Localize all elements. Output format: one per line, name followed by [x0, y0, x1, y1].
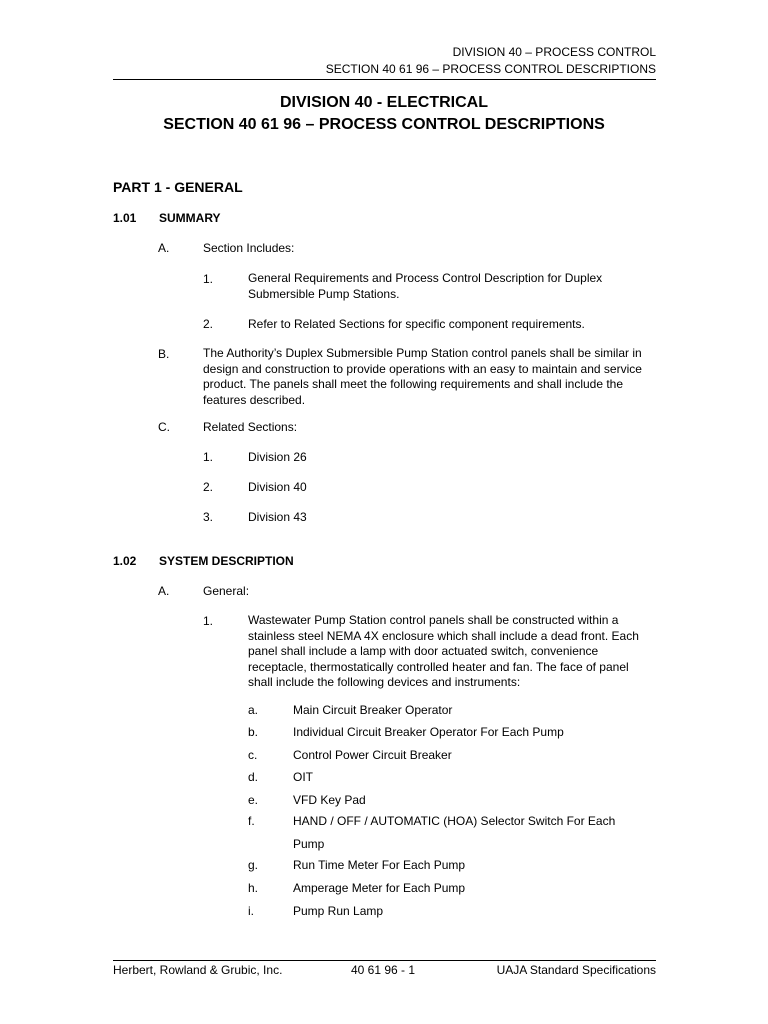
header-rule — [113, 79, 656, 80]
subitem-text-general-requirements: General Requirements and Process Control Description for Duplex Submersible Pump Stations. — [248, 271, 603, 301]
list-item-oit: OIT — [293, 770, 313, 784]
item-label-c: C. — [158, 420, 170, 434]
subitem-number: 3. — [203, 510, 214, 524]
list-item-pump-run-lamp: Pump Run Lamp — [293, 904, 384, 918]
list-item-amperage-meter: Amperage Meter for Each Pump — [293, 881, 466, 895]
list-letter: c. — [248, 748, 258, 762]
list-item-main-circuit-breaker: Main Circuit Breaker Operator — [293, 703, 453, 717]
list-item-control-power-breaker: Control Power Circuit Breaker — [293, 748, 452, 762]
footer-rule — [113, 960, 656, 961]
list-letter: a. — [248, 703, 259, 717]
item-text-authority-panels: The Authority’s Duplex Submersible Pump Station control panels shall be similar in design and construction to provide operations with an easy to maintain and service product. The panels shall meet the following requirements and shall include the features described. — [203, 346, 642, 407]
doc-title-division: DIVISION 40 - ELECTRICAL — [279, 94, 489, 111]
list-letter: h. — [248, 881, 259, 895]
list-letter: g. — [248, 858, 259, 872]
part-heading: PART 1 - GENERAL — [113, 179, 243, 195]
section-title-system-description: SYSTEM DESCRIPTION — [159, 554, 294, 568]
item-label-a: A. — [158, 241, 170, 255]
list-letter: i. — [248, 904, 254, 918]
item-text-general: General: — [203, 584, 250, 598]
subitem-text-control-panels: Wastewater Pump Station control panels shall be constructed within a stainless steel NEMA 4X enclosure which shall include a dead front. Each panel shall include a lamp with door actuated switch, convenience receptacle, thermostatically controlled heater and fan. The face of panel shall include the following devices and instruments: — [248, 613, 639, 689]
subitem-text-division-26: Division 26 — [248, 450, 307, 464]
list-item-run-time-meter: Run Time Meter For Each Pump — [293, 858, 466, 872]
footer-page-number: 40 61 96 - 1 — [351, 963, 416, 977]
header-section: SECTION 40 61 96 – PROCESS CONTROL DESCRIPTIONS — [325, 62, 656, 76]
list-item-hoa-switch: HAND / OFF / AUTOMATIC (HOA) Selector Switch For Each — [293, 814, 616, 828]
footer-document-title: UAJA Standard Specifications — [496, 963, 656, 977]
item-label-b: B. — [158, 347, 170, 361]
item-text-section-includes: Section Includes: — [203, 241, 295, 255]
list-letter: d. — [248, 770, 259, 784]
subitem-number: 1. — [203, 450, 214, 464]
item-label-a: A. — [158, 584, 170, 598]
subitem-number: 2. — [203, 317, 214, 331]
item-text-related-sections: Related Sections: — [203, 420, 298, 434]
subitem-text-related-sections-ref: Refer to Related Sections for specific component requirements. — [248, 317, 585, 331]
subitem-text-division-40: Division 40 — [248, 480, 307, 494]
doc-title-section: SECTION 40 61 96 – PROCESS CONTROL DESCRIPTIONS — [163, 116, 605, 133]
list-item-hoa-switch-continued: Pump — [293, 837, 325, 851]
subitem-number: 1. — [203, 614, 214, 628]
subitem-number: 1. — [203, 272, 214, 286]
section-title-summary: SUMMARY — [159, 211, 221, 225]
section-number-102: 1.02 — [113, 554, 137, 568]
footer-company: Herbert, Rowland & Grubic, Inc. — [113, 963, 283, 977]
list-letter: e. — [248, 793, 259, 807]
subitem-number: 2. — [203, 480, 214, 494]
subitem-text-division-43: Division 43 — [248, 510, 307, 524]
section-number-101: 1.01 — [113, 211, 137, 225]
header-division: DIVISION 40 – PROCESS CONTROL — [452, 45, 656, 59]
list-item-individual-circuit-breaker: Individual Circuit Breaker Operator For Each Pump — [293, 725, 564, 739]
list-letter: f. — [248, 814, 255, 828]
list-item-vfd-key-pad: VFD Key Pad — [293, 793, 366, 807]
list-letter: b. — [248, 725, 259, 739]
